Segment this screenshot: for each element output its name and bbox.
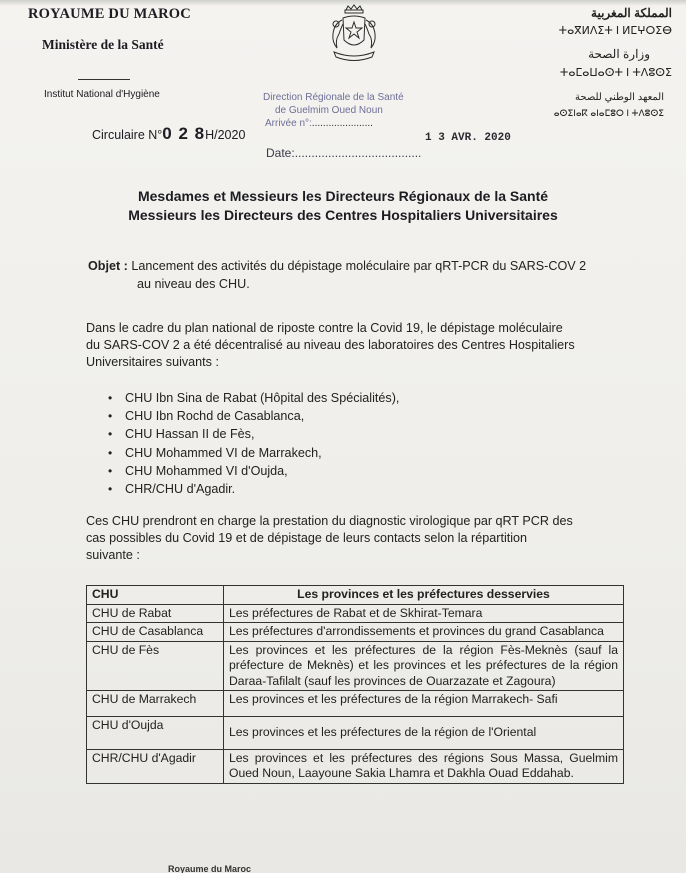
reception-stamp (263, 91, 404, 130)
stamp-line-2: de Guelmim Oued Noun (275, 105, 383, 116)
list-item (108, 407, 399, 425)
kingdom-title-ar: المملكة المغربية (591, 6, 672, 20)
table-row (87, 641, 624, 691)
table-cell-chu: CHU de Rabat (87, 604, 224, 623)
list-item-text: CHR/CHU d'Agadir. (125, 482, 236, 497)
bullet: • (108, 391, 113, 405)
table-cell-areas: Les provinces et les préfectures des régions Sous Massa, Guelmim Oued Noun, Laayoune Sakia Lhamra et Dakhla Ouad Eddahab. (224, 749, 624, 783)
bullet: • (108, 409, 113, 424)
list-item-text: CHU Ibn Rochd de Casablanca, (125, 409, 305, 424)
table-cell-areas: Les provinces et les préfectures de la région Marrakech- Safi (224, 691, 624, 717)
stamp-line-1: Direction Régionale de la Santé (263, 92, 404, 103)
coverage-table (86, 585, 624, 784)
object-line-1 (88, 258, 586, 275)
list-item-text: CHU Mohammed VI d'Oujda, (125, 463, 288, 478)
addressee-line-1: Mesdames et Messieurs les Directeurs Régionaux de la Santé (137, 188, 549, 204)
table-row (87, 623, 624, 642)
arrival-date: 1 3 AVR. 2020 (425, 132, 511, 144)
date-line (266, 146, 421, 160)
column-header-areas: Les provinces et les préfectures desservies (224, 586, 624, 605)
chu-list (108, 389, 399, 498)
bullet: • (108, 445, 113, 460)
table-row (87, 716, 624, 749)
bullet: • (108, 427, 113, 442)
table-cell-areas: Les préfectures d'arrondissements et provinces du grand Casablanca (224, 623, 624, 642)
list-item (108, 480, 399, 498)
table-row (87, 749, 624, 783)
list-item-text: CHU Mohammed VI de Marrakech, (125, 445, 322, 460)
institute-title-tifinagh: ⴰⵙⵉⵏⴰⴽ ⴰⵏⴰⵎⵓⵔ ⵏ ⵜⴷⵓⵙⵉ (553, 108, 664, 118)
bullet: • (108, 482, 113, 497)
moroccan-coat-of-arms-icon (328, 4, 380, 73)
object-label: Objet : (88, 259, 128, 273)
ministry-title-tifinagh: ⵜⴰⵎⴰⵡⴰⵙⵜ ⵏ ⵜⴷⵓⵙⵉ (559, 67, 672, 79)
circulaire-number: 0 2 8 (162, 124, 206, 143)
addressee-line-2: Messieurs les Directeurs des Centres Hospitaliers Universitaires (128, 207, 558, 223)
date-label: Date: (266, 146, 295, 160)
arrival-dots: ...................... (311, 118, 373, 129)
coverage-line-1: Ces CHU prendront en charge la prestation du diagnostic virologique par qRT PCR des (86, 514, 573, 528)
coverage-line-3: suivante : (86, 548, 140, 562)
circulaire-reference (92, 124, 245, 144)
list-item (108, 389, 399, 407)
list-item (108, 462, 399, 480)
ministry-title-ar: وزارة الصحة (588, 47, 650, 61)
object-text-1: Lancement des activités du dépistage moléculaire par qRT-PCR du SARS-COV 2 (131, 259, 587, 273)
header-divider (78, 79, 130, 80)
list-item-text: CHU Ibn Sina de Rabat (Hôpital des Spécialités), (125, 391, 400, 405)
table-cell-areas: Les provinces et les préfectures de la région Fès-Meknès (sauf la préfecture de Meknès) et les provinces et les préfectures de la région Daraa-Tafilalt (sauf les provinces de Ouarzazate et Zagoura) (224, 641, 624, 691)
ministry-title-fr: Ministère de la Santé (42, 37, 164, 52)
institute-title-ar: المعهد الوطني للصحة (575, 92, 664, 103)
list-item (108, 425, 399, 443)
column-header-chu: CHU (87, 586, 224, 605)
intro-line-1: Dans le cadre du plan national de riposte contre la Covid 19, le dépistage moléculaire (86, 321, 563, 335)
table-header-row (87, 586, 624, 605)
kingdom-title-fr: ROYAUME DU MAROC (28, 6, 191, 22)
table-cell-chu: CHU de Fès (87, 641, 224, 691)
table-row (87, 604, 624, 623)
table-cell-chu: CHU de Casablanca (87, 623, 224, 642)
coverage-line-2: cas possibles du Covid 19 et de dépistage de leurs contacts selon la répartition (86, 531, 528, 545)
intro-line-2: du SARS-COV 2 a été décentralisé au niveau des laboratoires des Centres Hospitaliers (86, 338, 575, 352)
object-line-2: au niveau des CHU. (137, 277, 250, 291)
list-item-text: CHU Hassan II de Fès, (125, 427, 255, 442)
circulaire-label: Circulaire N° (92, 128, 163, 142)
institute-title-fr: Institut National d'Hygiène (44, 89, 160, 100)
table-cell-areas: Les provinces et les préfectures de la région de l'Oriental (224, 716, 624, 749)
list-item (108, 444, 399, 462)
table-cell-chu: CHR/CHU d'Agadir (87, 749, 224, 783)
table-cell-areas: Les préfectures de Rabat et de Skhirat-Temara (224, 604, 624, 623)
bullet: • (108, 463, 113, 478)
intro-line-3: Universitaires suivants : (86, 355, 219, 369)
arrival-label: Arrivée n°: (265, 118, 312, 129)
kingdom-title-tifinagh: ⵜⴰⴳⵍⴷⵉⵜ ⵏ ⵍⵎⵖⵔⵉⴱ (558, 25, 672, 37)
table-row (87, 691, 624, 717)
footer-text: Royaume du Maroc (168, 864, 252, 873)
date-dots: ...................................... (294, 146, 422, 160)
table-cell-chu: CHU d'Oujda (87, 716, 224, 749)
circulaire-year: H/2020 (205, 128, 246, 142)
table-cell-chu: CHU de Marrakech (87, 691, 224, 717)
